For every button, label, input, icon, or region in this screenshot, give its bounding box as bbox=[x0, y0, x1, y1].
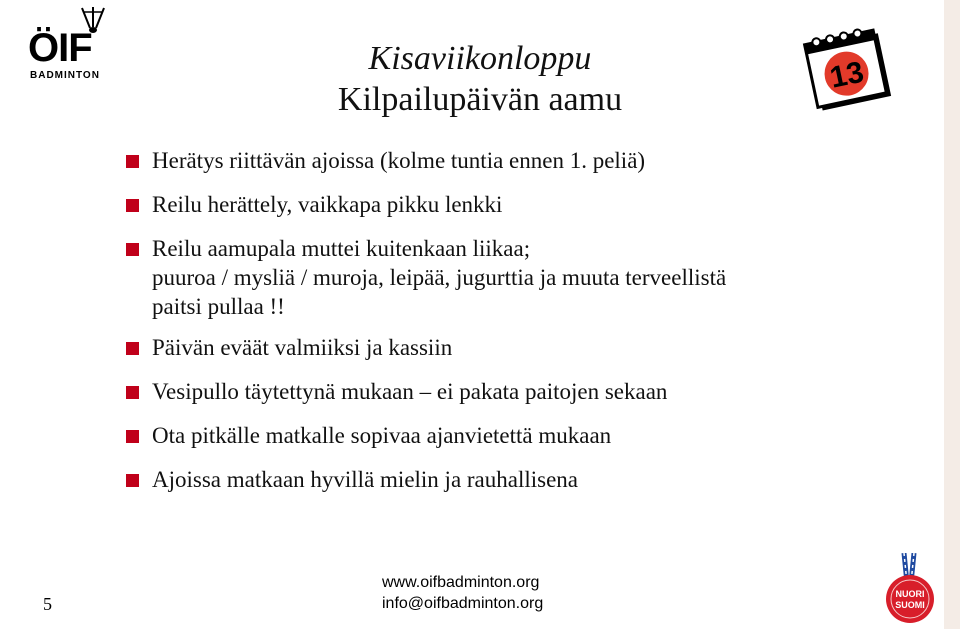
nuori-suomi-seal-icon bbox=[878, 553, 942, 627]
slide-title: Kisaviikonloppu bbox=[368, 40, 592, 77]
calendar-day: 13 bbox=[827, 55, 867, 95]
calendar-icon bbox=[800, 18, 898, 114]
bullet-marker bbox=[126, 243, 139, 256]
oif-badminton-logo bbox=[28, 6, 120, 80]
bullet-marker bbox=[126, 386, 139, 399]
list-item: Reilu aamupala muttei kuitenkaan liikaa; puuroa / mysliä / muroja, leipää, jugurttia ja muuta terveellistä paitsi pullaa !! bbox=[124, 234, 924, 321]
right-edge-strip bbox=[944, 0, 960, 629]
list-item: Herätys riittävän ajoissa (kolme tuntia ennen 1. peliä) bbox=[124, 146, 924, 175]
bullet-list bbox=[124, 146, 924, 509]
list-item: Ota pitkälle matkalle sopivaa ajanvietettä mukaan bbox=[124, 421, 924, 450]
website-link[interactable]: www.oifbadminton.org bbox=[382, 574, 540, 591]
bullet-marker bbox=[126, 342, 139, 355]
list-item: Vesipullo täytettynä mukaan – ei pakata paitojen sekaan bbox=[124, 377, 924, 406]
bullet-marker bbox=[126, 155, 139, 168]
bullet-marker bbox=[126, 474, 139, 487]
bullet-marker bbox=[126, 199, 139, 212]
page-number: 5 bbox=[43, 594, 52, 614]
list-item: Reilu herättely, vaikkapa pikku lenkki bbox=[124, 190, 924, 219]
list-item: Ajoissa matkaan hyvillä mielin ja rauhallisena bbox=[124, 465, 924, 494]
email-link[interactable]: info@oifbadminton.org bbox=[382, 595, 544, 612]
slide-title-block bbox=[230, 38, 730, 120]
logo-subtitle: BADMINTON bbox=[30, 70, 100, 81]
footer-contact bbox=[382, 572, 543, 614]
list-item: Päivän eväät valmiiksi ja kassiin bbox=[124, 333, 924, 362]
seal-text-top: NUORI bbox=[895, 589, 925, 599]
bullet-marker bbox=[126, 430, 139, 443]
logo-name: ÖIF bbox=[28, 26, 92, 70]
slide-subtitle: Kilpailupäivän aamu bbox=[337, 81, 623, 118]
seal-text-bottom: SUOMI bbox=[895, 600, 925, 610]
